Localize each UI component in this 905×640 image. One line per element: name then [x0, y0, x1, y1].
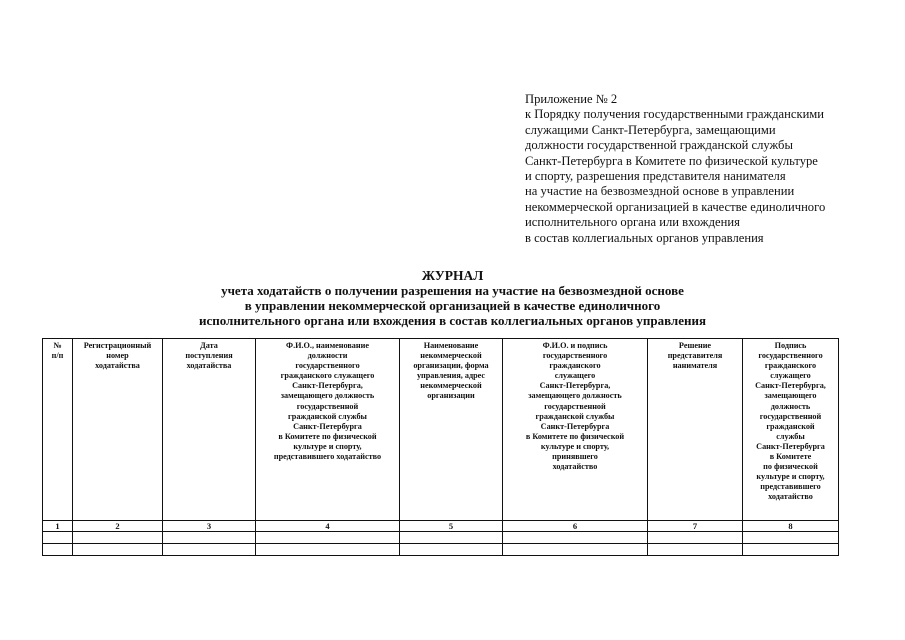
header-cell-line: ходатайство [552, 462, 598, 472]
header-cell-line: поступления [185, 351, 233, 361]
header-cell-line: в Комитете по физической [278, 431, 377, 441]
journal-title [0, 268, 905, 328]
header-cell-line: Дата [200, 341, 218, 350]
column-number: 2 [73, 521, 163, 532]
appendix-line: Санкт-Петербурга в Комитете по физической культуре [525, 153, 818, 168]
header-cell-line: гражданской службы [288, 411, 367, 421]
table-header-row [43, 339, 839, 521]
table-cell [43, 532, 73, 544]
header-cell-line: представившего [760, 482, 821, 492]
table-row [43, 544, 839, 556]
table-cell [73, 532, 163, 544]
header-cell-line: некоммерческой [420, 351, 482, 361]
header-cell-line: Санкт-Петербурга, [292, 381, 363, 391]
header-cell-line: представившего ходатайство [273, 452, 382, 462]
header-cell-line: № [53, 341, 62, 350]
table-cell [743, 544, 839, 556]
header-cell-line: Санкт-Петербурга [293, 421, 362, 431]
header-cell-line: служащего [554, 371, 596, 381]
table-row [43, 532, 839, 544]
table-cell [503, 532, 648, 544]
journal-table [42, 338, 839, 556]
header-cell-line: некоммерческой [420, 381, 482, 391]
header-cell-line: государственной [759, 411, 822, 421]
header-cell-employee-name [256, 339, 400, 521]
header-cell-line: гражданского [549, 361, 601, 371]
journal-heading: ЖУРНАЛ [421, 268, 484, 283]
header-cell-line: культуре и спорту, [540, 441, 610, 451]
journal-subtitle-line: в управлении некоммерческой организацией в качестве единоличного [244, 298, 661, 313]
header-cell-line: нанимателя [672, 361, 718, 371]
header-cell-line: управления, адрес [416, 371, 486, 381]
appendix-line: служащими Санкт-Петербурга, замещающими [525, 122, 776, 137]
header-cell-line: гражданской службы [535, 411, 615, 421]
header-cell-line: государственной [296, 401, 359, 411]
table-cell [400, 532, 503, 544]
appendix-line: должности государственной гражданской службы [525, 138, 793, 153]
table-number-row [43, 521, 839, 532]
header-cell-line: службы [776, 431, 805, 441]
table-cell [163, 544, 256, 556]
header-cell-line: представителя [667, 351, 723, 361]
table-cell [73, 544, 163, 556]
header-cell-line: культуре и спорту, [756, 472, 825, 482]
table-cell [256, 532, 400, 544]
column-number: 8 [743, 521, 839, 532]
header-cell-line: государственного [295, 361, 360, 371]
header-cell-line: государственного [542, 351, 608, 361]
header-cell-line: государственного [758, 351, 823, 361]
header-cell-line: Санкт-Петербурга [756, 441, 825, 451]
table-cell [163, 532, 256, 544]
header-cell-line: должности [307, 351, 348, 361]
header-cell-line: принявшего [552, 452, 598, 462]
header-cell-registration-number [73, 339, 163, 521]
header-cell-line: Подпись [774, 341, 807, 350]
header-cell-signature [743, 339, 839, 521]
table-cell [648, 532, 743, 544]
table-cell [503, 544, 648, 556]
column-number: 6 [503, 521, 648, 532]
column-number: 4 [256, 521, 400, 532]
header-cell-line: в Комитете [769, 452, 812, 462]
header-cell-line: п/п [51, 351, 64, 361]
header-cell-line: ходатайства [186, 361, 232, 371]
header-cell-decision [648, 339, 743, 521]
appendix-line: на участие на безвозмездной основе в управлении [525, 184, 795, 199]
header-cell-line: Решение [678, 341, 712, 350]
table-cell [256, 544, 400, 556]
appendix-line: к Порядку получения государственными гражданскими [525, 107, 825, 122]
journal-subtitle-line: исполнительного органа или вхождения в состав коллегиальных органов управления [198, 313, 707, 328]
column-number: 7 [648, 521, 743, 532]
header-cell-line: Регистрационный [83, 341, 152, 350]
table-cell [648, 544, 743, 556]
header-cell-line: Ф.И.О. и подпись [542, 341, 608, 350]
header-cell-number [43, 339, 73, 521]
appendix-line: и спорту, разрешения представителя нанимателя [525, 169, 786, 184]
header-cell-receiver-name [503, 339, 648, 521]
header-cell-organization [400, 339, 503, 521]
appendix-block [525, 92, 825, 246]
header-cell-line: Санкт-Петербурга, [755, 381, 826, 391]
header-cell-line: ходатайство [768, 492, 813, 502]
appendix-line: в состав коллегиальных органов управления [525, 230, 764, 245]
appendix-line: Приложение № 2 [525, 92, 618, 106]
header-cell-date-received [163, 339, 256, 521]
header-cell-line: замещающего должность [280, 391, 375, 401]
table-cell [43, 544, 73, 556]
appendix-line: некоммерческой организацией в качестве единоличного [525, 199, 826, 214]
table-cell [400, 544, 503, 556]
header-cell-line: номер [106, 351, 129, 361]
header-cell-line: должность [770, 401, 811, 411]
column-number: 3 [163, 521, 256, 532]
column-number: 1 [43, 521, 73, 532]
header-cell-line: Санкт-Петербурга, [539, 381, 611, 391]
header-cell-line: ходатайства [95, 361, 140, 371]
header-cell-line: замещающего должность [528, 391, 622, 401]
appendix-line: исполнительного органа или вхождения [525, 215, 740, 230]
header-cell-line: организации [427, 391, 475, 401]
header-cell-line: Наименование [423, 341, 479, 350]
header-cell-line: замещающего [764, 391, 817, 401]
journal-subtitle-line: учета ходатайств о получении разрешения на участие на безвозмездной основе [221, 283, 684, 298]
header-cell-line: по физической [763, 462, 818, 472]
header-cell-line: организации, форма [413, 361, 489, 371]
table-cell [743, 532, 839, 544]
column-number: 5 [400, 521, 503, 532]
header-cell-line: гражданского [764, 361, 817, 371]
header-cell-line: Ф.И.О., наименование [286, 341, 369, 350]
header-cell-line: гражданской [766, 421, 815, 431]
header-cell-line: Санкт-Петербурга [540, 421, 610, 431]
header-cell-line: в Комитете по физической [525, 431, 625, 441]
header-cell-line: культуре и спорту, [293, 441, 362, 451]
header-cell-line: гражданского служащего [280, 371, 375, 381]
header-cell-line: служащего [770, 371, 811, 381]
header-cell-line: государственной [544, 401, 606, 411]
